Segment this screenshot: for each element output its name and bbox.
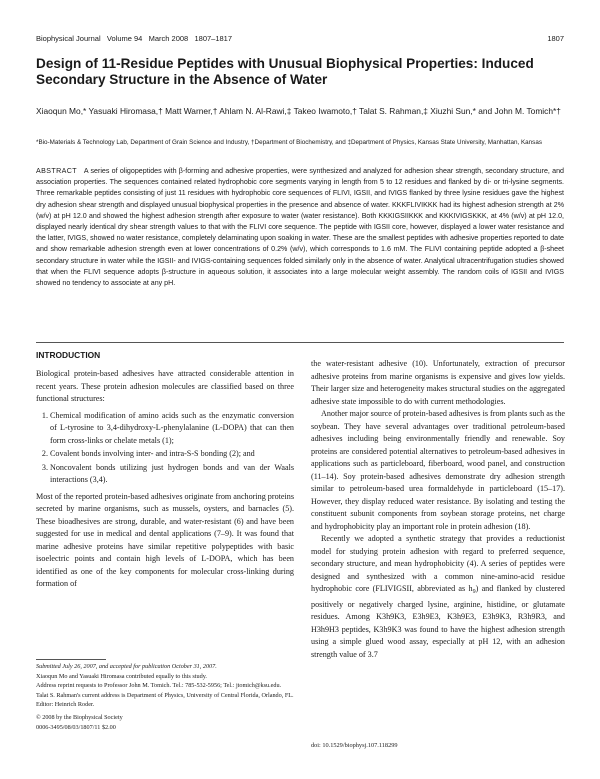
body-paragraph: Most of the reported protein-based adhesives originate from anchoring proteins secreted by marine organisms, such as mussels, oysters, and barnacles (5). These bioadhesives are strong, durable, and water-resistant (6) and have been suggested for use in medical and dental applications (7–9). It was found that marine adhesive proteins have similar repetitive polypeptides with basic isoelectric points and contain high levels of L-DOPA, which has been identified as one of the key components for molecular cross-linking during formation of [36, 491, 294, 588]
abstract-divider [36, 342, 564, 343]
footnote-divider [36, 659, 106, 660]
running-header-citation [36, 34, 232, 43]
list-item: 1. Chemical modification of amino acids such as the enzymatic conversion of L-tyrosine to 3,4-dihydroxy-L-phenylalanine (L-DOPA) that can then form cross-links or chelate metals (1); [50, 410, 294, 448]
author-list: Xiaoqun Mo,* Yasuaki Hiromasa,† Matt Warner,† Ahlam N. Al-Rawi,‡ Takeo Iwamoto,† Talat S. Rahman,‡ Xiuzhi Sun,* and John M. Tomich*† [36, 106, 561, 116]
journal-volume: Volume 94 [106, 34, 143, 43]
equal-contribution-note: Xiaoqun Mo and Yasuaki Hiromasa contributed equally to this study. [36, 672, 207, 680]
affiliations: *Bio-Materials & Technology Lab, Department of Grain Science and Industry, †Department of Biochemistry, and ‡Department of Physics, Kansas State University, Manhattan, Kansas [36, 139, 542, 146]
issn-line: 0006-3495/08/03/1807/11 $2.00 [36, 723, 116, 731]
body-paragraph: the water-resistant adhesive (10). Unfortunately, extraction of precursor adhesive proteins from marine organisms is expensive and gives low yields. Their larger size and heterogeneity makes structural studies on the aggregated adhesive state impossible to do with current methodologies. [311, 359, 565, 406]
abstract-text: A series of oligopeptides with β-forming and adhesive properties, were synthesized and analyzed for adhesion shear strength, secondary structure, and association properties. The sequences contained related hydrophobic core segments varying in length from 5 to 12 residues and flanked by di- or tri-lysine segments. Three remarkable peptides consisting of just 11 residues with hydrophobic core sequences of FLIVI, IGSII, and IVIGS flanked by three lysine residues gave the highest dry adhesion shear strength and displayed unusual biophysical properties in the presence and absence of water. KKKFLIVIKKK had its highest adhesion strength at 2% (w/v) at pH 12.0 and showed the highest adhesion strength after exposure to water (water resistance). Both KKKIGSIIKKK and KKKIVIGSKKK, at 4% (w/v) at pH 12.0, displayed nearly identical dry shear strength values to that with the FLIVI core sequence. The peptide with IGSII core, however, displayed a lower water resistance and the latter, IVIGS, showed no water resistance, completely delaminating upon soaking in water. These are the smallest peptides with adhesive properties reported to date and show remarkable adhesion strength even at lower concentrations of 0.2% (w/v), which corresponds to 1.6 mM. The FLIVI containing peptide adopted a β-sheet secondary structure in water while the IGSII- and IVIGS-containing sequences folded similarly only in the absence of water. Analytical ultracentrifugation studies showed that when the FLIVI sequence adopts β-structure in aqueous solution, it associates into a large molecular weight assembly. The random coils of IGSII and IVIGS showed no tendency to associate at any pH. [36, 167, 564, 288]
body-paragraph: Another major source of protein-based adhesives is from plants such as the soybean. They have several advantages over traditional petroleum-based adhesives including being environmentally friendly and renewable. Soy proteins are considered potential alternatives to petroleum-based adhesives in applications such as particleboard, fiberboard, wood panel, and construction (11–14). Soy protein-based adhesives demonstrate dry adhesion strength similar to petroleum-based urea formaldehyde in particleboard (15–17). However, they display reduced water resistance. By isolating and testing the constituent subunit components from soybean storage proteins, net charge and hydrophobicity play an important role in protein adhesion (18). [311, 409, 565, 531]
section-heading-introduction: INTRODUCTION [36, 350, 101, 360]
list-item: 2. Covalent bonds involving inter- and intra-S-S bonding (2); and [50, 448, 294, 461]
doi: doi: 10.1529/biophysj.107.118299 [311, 742, 398, 749]
submission-date: Submitted July 26, 2007, and accepted for publication October 31, 2007. [36, 663, 217, 670]
editor-note: Editor: Heinrich Roder. [36, 701, 95, 709]
abstract [36, 166, 564, 289]
copyright-notice: © 2008 by the Biophysical Society [36, 713, 123, 721]
left-column [36, 368, 294, 591]
journal-name: Biophysical Journal [36, 34, 101, 43]
running-header [36, 34, 564, 46]
page-range: 1807–1817 [194, 34, 233, 43]
body-paragraph: Recently we adopted a synthetic strategy that provides a reductionist model for studying protein adhesion with regard to preferred sequence, secondary structure, and mean hydrophobicity (4). A series of peptides were designed and synthesized with a common nine-amino-acid residue hydrophobic core (FLIVIGSII, abbreviated as $h_9$) and flanked by clustered positively or negatively charged lysine, arginine, histidine, or glutamate residues. Among K3h9K3, E3h9E3, K3h9E3, E3h9K3, R3h9R3, and H3h9H3 peptides, K3h9K3 was found to have the highest adhesion strength using a simple glued wood assay, especially at pH 12, with an adhesion strength value of 3.7 [311, 534, 565, 659]
functional-structure-list [36, 410, 294, 487]
footnotes [36, 662, 294, 732]
page-number: 1807 [547, 34, 564, 43]
abstract-label: ABSTRACT [36, 167, 78, 175]
journal-date: March 2008 [148, 34, 189, 43]
list-item: 3. Noncovalent bonds utilizing just hydrogen bonds and van der Waals interactions (3,4). [50, 462, 294, 487]
paper-title: Design of 11-Residue Peptides with Unusual Biophysical Properties: Induced Secondary Structure in the Absence of Water [36, 56, 534, 87]
correspondence-address: Address reprint requests to Professor John M. Tomich. Tel.: 785-532-5956; Tel.: jtomich@ksu.edu. [36, 682, 282, 690]
current-address-note: Talat S. Rahman's current address is Department of Physics, University of Central Florida, Orlando, FL. [36, 691, 294, 699]
right-column [311, 358, 565, 661]
intro-paragraph: Biological protein-based adhesives have attracted considerable attention in recent years. These protein adhesion molecules are classified based on three functional structures: [36, 369, 294, 403]
